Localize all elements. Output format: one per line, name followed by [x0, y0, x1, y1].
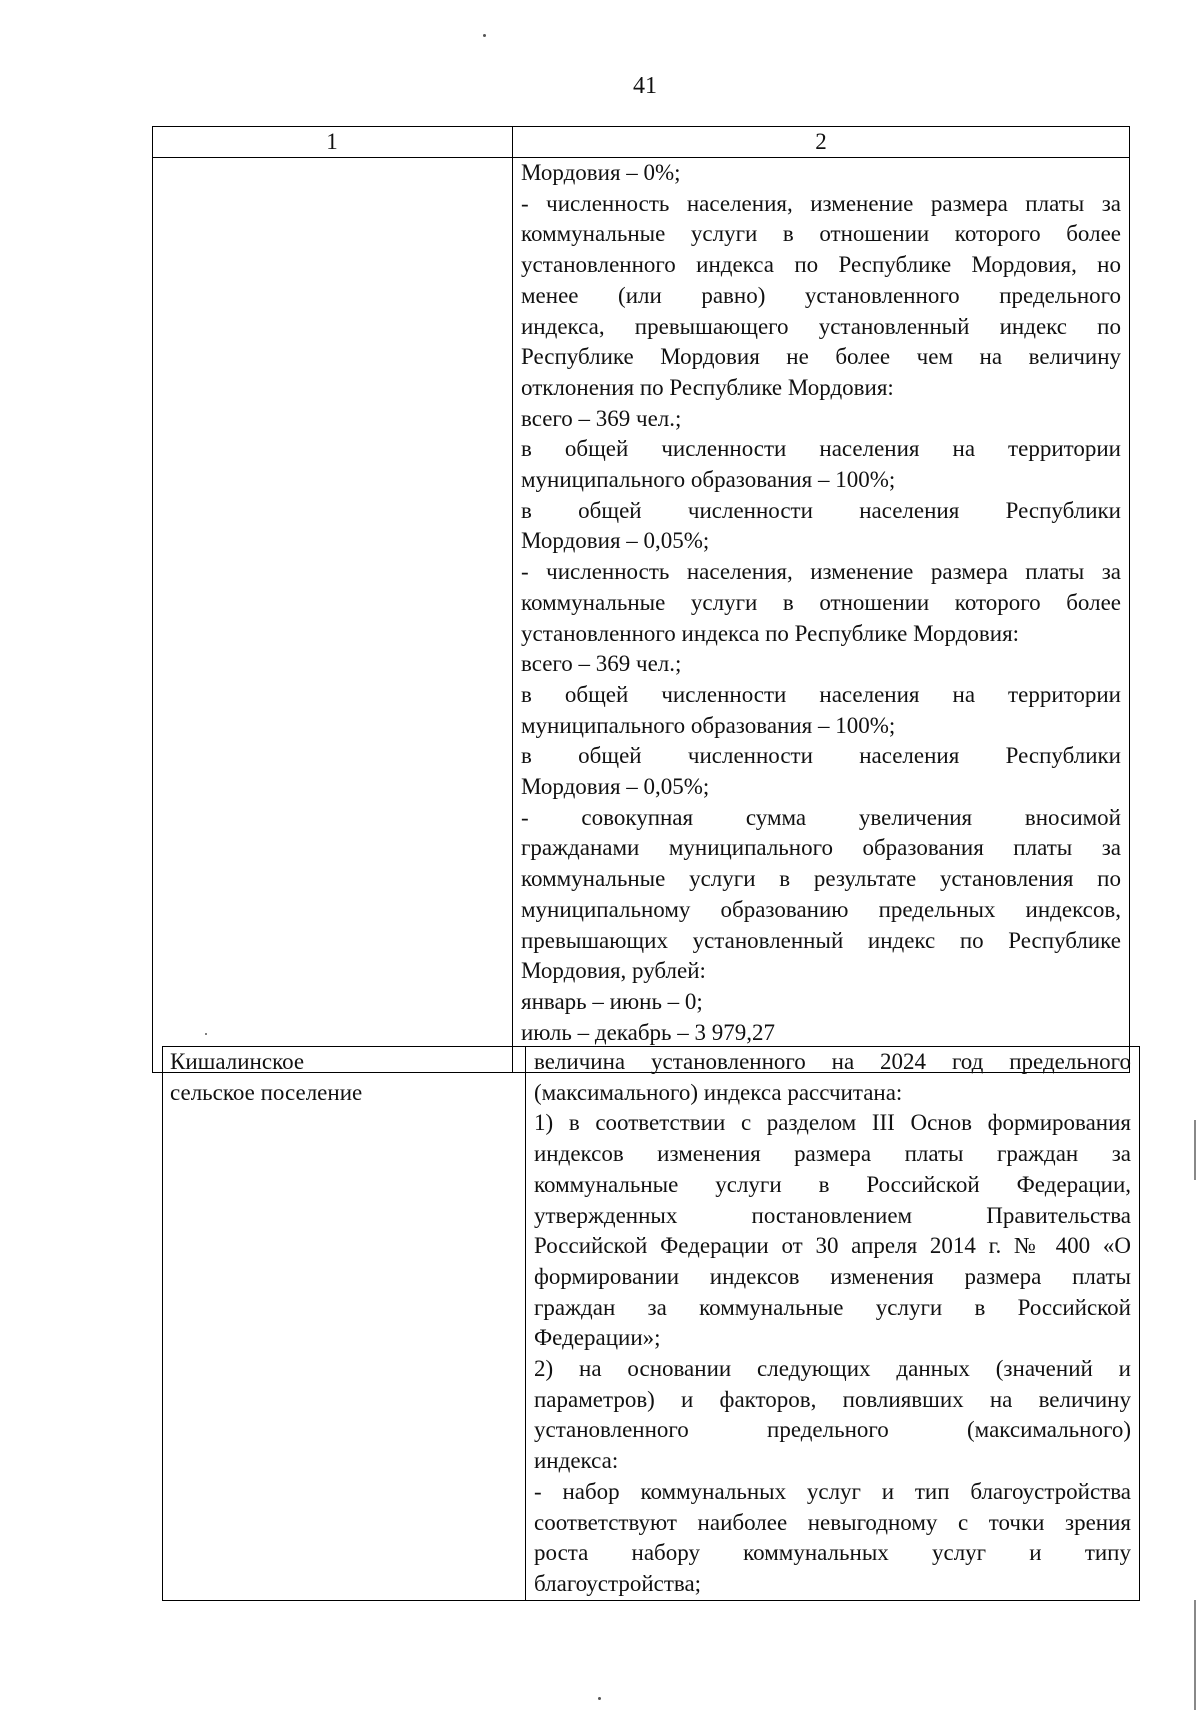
table-row [163, 1047, 1140, 1601]
page-number: 41 [633, 73, 657, 99]
text-line: январь – июнь – 0; [521, 988, 703, 1014]
text-line: установленного предельного (максимального) [534, 1417, 1131, 1443]
text-line: формировании индексов изменения размера платы [534, 1263, 1131, 1289]
municipality-cell [153, 158, 513, 1073]
text-line: (максимального) индекса рассчитана: [534, 1079, 903, 1105]
table-header-row [153, 127, 1130, 158]
text-line: 1) в соответствии с разделом III Основ формирования [534, 1110, 1131, 1136]
text-line: в общей численности населения на территории [521, 681, 1121, 707]
text-line: индекса: [534, 1448, 619, 1474]
scan-edge-mark [1194, 1600, 1196, 1710]
data-table-part-2 [162, 1046, 1140, 1601]
scan-dot [483, 34, 486, 37]
text-line: коммунальные услуги в отношении которого более [521, 221, 1121, 247]
text-line: всего – 369 чел.; [521, 405, 682, 431]
text-line: в общей численности населения Республики [521, 497, 1121, 523]
column-header-1: 1 [153, 127, 513, 158]
text-line: Федерации»; [534, 1325, 661, 1351]
text-line: установленного индекса по Республике Мордовия: [521, 620, 1020, 646]
municipality-cell [163, 1047, 526, 1601]
text-line: превышающих установленный индекс по Республике [521, 927, 1121, 953]
text-line: муниципальному образованию предельных индексов, [521, 896, 1121, 922]
description-cell [526, 1047, 1140, 1601]
text-line: величина установленного на 2024 год предельного [534, 1049, 1131, 1074]
text-line: в общей численности населения Республики [521, 743, 1121, 769]
municipality-name-line: Кишалинское [170, 1049, 305, 1074]
scan-dot [205, 1033, 207, 1035]
text-line: всего – 369 чел.; [521, 651, 682, 677]
text-line: установленного индекса по Республике Мордовия, но [521, 252, 1121, 278]
text-line: - совокупная сумма увеличения вносимой [521, 804, 1121, 830]
table-row [153, 158, 1130, 1073]
text-line: 2) на основании следующих данных (значений и [534, 1356, 1131, 1382]
municipality-name-line: сельское поселение [170, 1079, 363, 1105]
text-line: коммунальные услуги в результате установления по [521, 866, 1121, 892]
text-line: индекса, превышающего установленный индекс по [521, 313, 1121, 339]
text-line: Российской Федерации от 30 апреля 2014 г. № 400 «О [534, 1233, 1131, 1259]
text-line: Мордовия – 0%; [521, 160, 681, 185]
text-line: Мордовия – 0,05%; [521, 774, 710, 800]
text-line: коммунальные услуги в отношении которого более [521, 589, 1121, 615]
text-line: утвержденных постановлением Правительства [534, 1202, 1131, 1228]
text-line: благоустройства; [534, 1570, 702, 1596]
text-line: июль – декабрь – 3 979,27 [521, 1019, 776, 1045]
text-line: муниципального образования – 100%; [521, 712, 896, 738]
text-line: гражданами муниципального образования платы за [521, 835, 1121, 861]
data-table-part-1 [152, 126, 1130, 1073]
text-line: муниципального образования – 100%; [521, 467, 896, 493]
text-line: роста набору коммунальных услуг и типу [534, 1540, 1131, 1566]
text-line: - численность населения, изменение размера платы за [521, 559, 1121, 585]
text-line: индексов изменения размера платы граждан за [534, 1141, 1131, 1167]
scan-edge-mark [1194, 1120, 1196, 1180]
description-cell [513, 158, 1130, 1073]
text-line: Мордовия, рублей: [521, 958, 706, 984]
text-line: - численность населения, изменение размера платы за [521, 190, 1121, 216]
text-line: Мордовия – 0,05%; [521, 528, 710, 554]
text-line: соответствуют наиболее невыгодному с точки зрения [534, 1509, 1131, 1535]
text-line: отклонения по Республике Мордовия: [521, 374, 894, 400]
text-line: параметров) и факторов, повлиявших на величину [534, 1386, 1131, 1412]
text-line: менее (или равно) установленного предельного [521, 282, 1121, 308]
text-line: коммунальные услуги в Российской Федерации, [534, 1171, 1131, 1197]
text-line: граждан за коммунальные услуги в Российской [534, 1294, 1131, 1320]
text-line: - набор коммунальных услуг и тип благоустройства [534, 1478, 1131, 1504]
text-line: в общей численности населения на территории [521, 436, 1121, 462]
text-line: Республике Мордовия не более чем на величину [521, 344, 1121, 370]
scan-dot [598, 1697, 601, 1700]
column-header-2: 2 [513, 127, 1130, 158]
